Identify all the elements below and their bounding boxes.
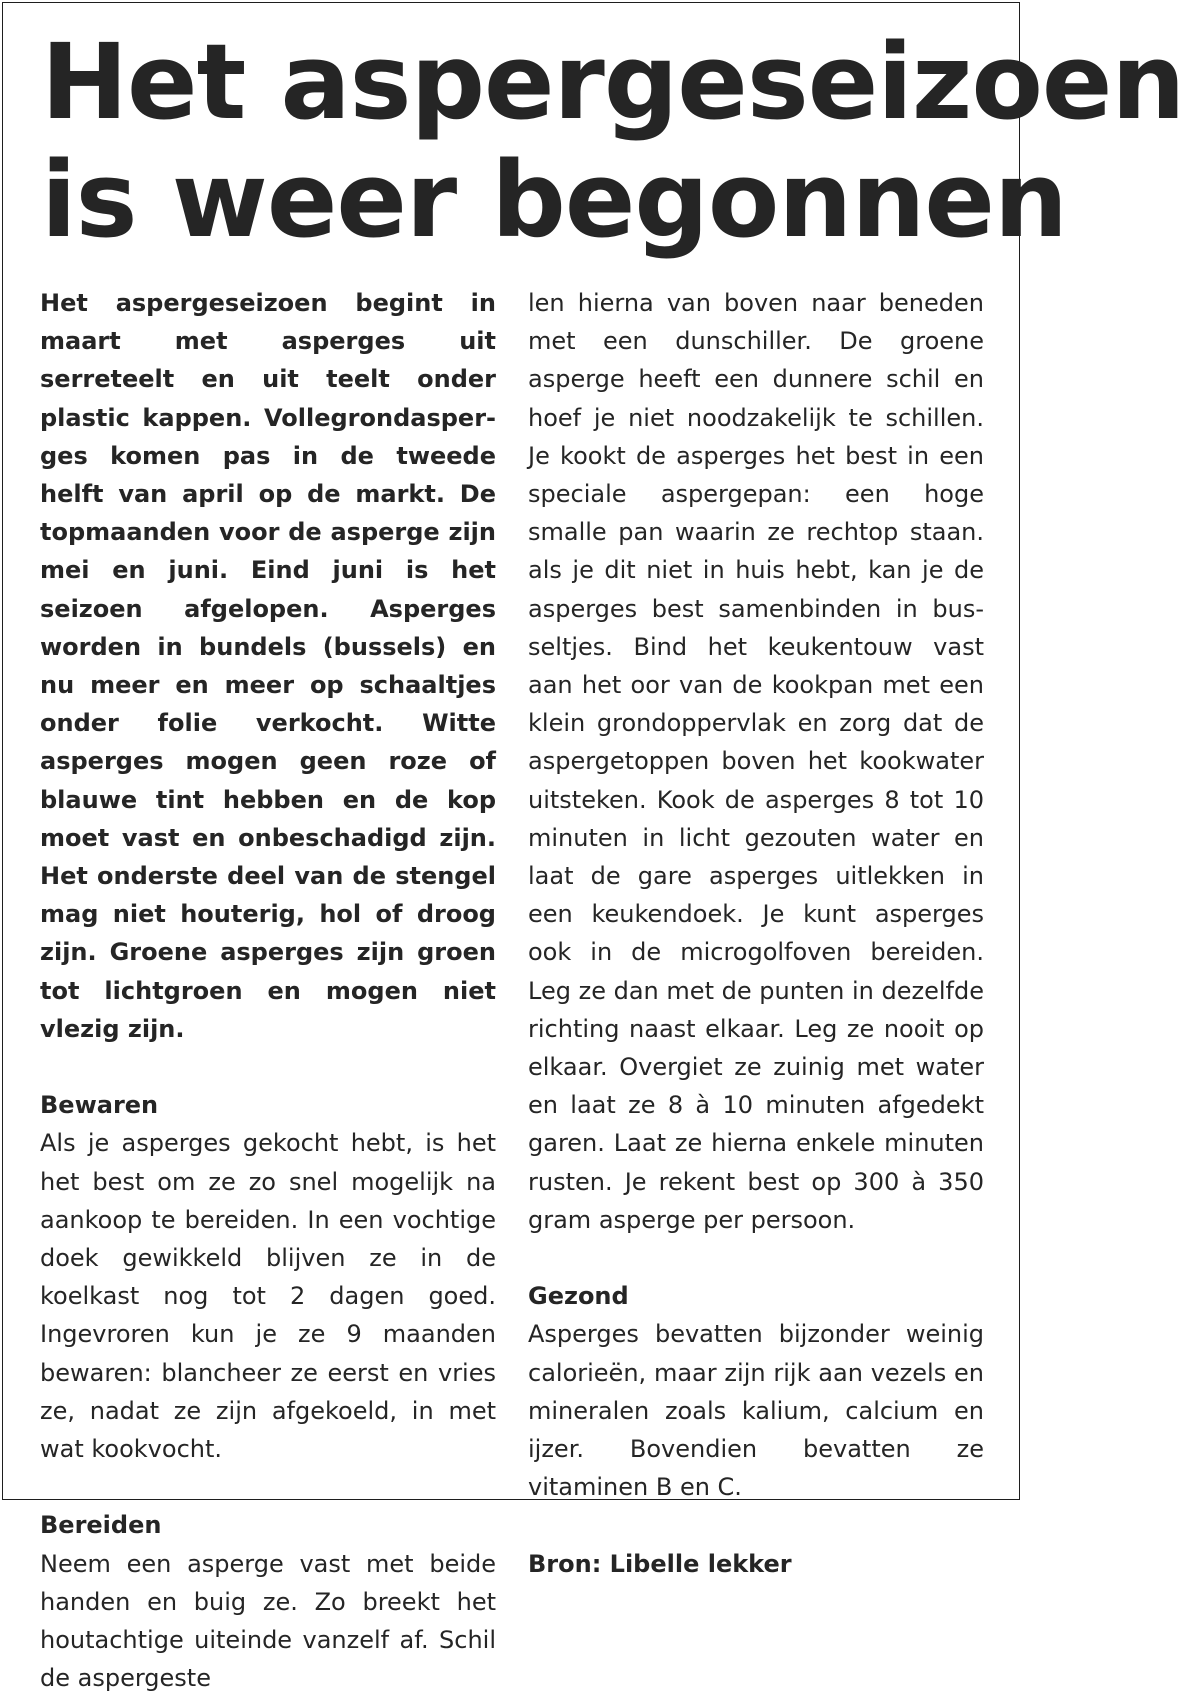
right-column — [528, 284, 984, 1583]
article-title — [41, 23, 1184, 259]
source-credit: Bron: Libelle lekker — [528, 1549, 792, 1578]
spacer — [40, 1048, 496, 1086]
section-text-bewaren: Als je asperges gekocht hebt, is het het best om ze zo snel mogelijk na aankoop te bereiden. In een vochtige doek gewikkeld blijven ze in de koelkast nog tot 2 dagen goed. Ingevroren kun je ze 9 maanden bewaren: blancheer ze eerst en vries ze, nadat ze zijn afgekoeld, in met wat kookvocht. — [40, 1129, 496, 1464]
section-text-bereiden-part2: len hierna van boven naar beneden met een dunschiller. De groene asperge heeft een dunnere schil en hoef je niet noodzakelijk te schillen. Je kookt de asperges het best in een speciale aspergepan: een hoge smalle pan waarin ze rechtop staan. als je dit niet in huis hebt, kan je de asperges best samenbinden in busseltjes. Bind het keukentouw vast aan het oor van de kookpan met een klein grondoppervlak en zorg dat de aspergetoppen boven het kookwater uitsteken. Kook de asperges 8 tot 10 minuten in licht gezouten water en laat de gare asperges uitlekken in een keukendoek. Je kunt asperges ook in de microgolfoven bereiden. Leg ze dan met de punten in dezelfde richting naast elkaar. Leg ze nooit op elkaar. Overgiet ze zuinig met water en laat ze 8 à 10 minuten afgedekt garen. Laat ze hierna enkele minuten rusten. Je rekent best op 300 à 350 gram asperge per persoon. — [528, 289, 984, 1234]
section-heading-gezond: Gezond — [528, 1282, 629, 1311]
intro-paragraph: Het aspergeseizoen begint in maart met asperges uit serreteelt en uit teelt onder plastic kappen. Vollegrondasperges komen pas in de tweede helft van april op de markt. De topmaanden voor de asperge zijn mei en juni. Eind juni is het seizoen afgelopen. Asperges worden in bundels (bussels) en nu meer en meer op schaaltjes onder folie verkocht. Witte asperges mogen geen roze of blauwe tint hebben en de kop moet vast en onbeschadigd zijn. Het onderste deel van de stengel mag niet houterig, hol of droog zijn. Groene asperges zijn groen tot lichtgroen en mogen niet vlezig zijn. — [40, 289, 496, 1043]
section-heading-bewaren: Bewaren — [40, 1091, 159, 1120]
spacer — [528, 1239, 984, 1277]
spacer — [40, 1468, 496, 1506]
left-column — [40, 284, 496, 1697]
spacer — [528, 1506, 984, 1544]
section-heading-bereiden: Bereiden — [40, 1511, 162, 1540]
title-line-2: is weer begonnen — [41, 139, 1067, 261]
section-text-gezond: Asperges bevatten bijzonder weinig calorieën, maar zijn rijk aan vezels en mineralen zoals kalium, calcium en ijzer. Bovendien bevatten ze vitaminen B en C. — [528, 1320, 984, 1502]
title-line-1: Het aspergeseizoen — [41, 21, 1184, 143]
section-text-bereiden-part1: Neem een asperge vast met beide handen en buig ze. Zo breekt het houtachtige uiteinde vanzelf af. Schil de aspergeste — [40, 1549, 496, 1693]
